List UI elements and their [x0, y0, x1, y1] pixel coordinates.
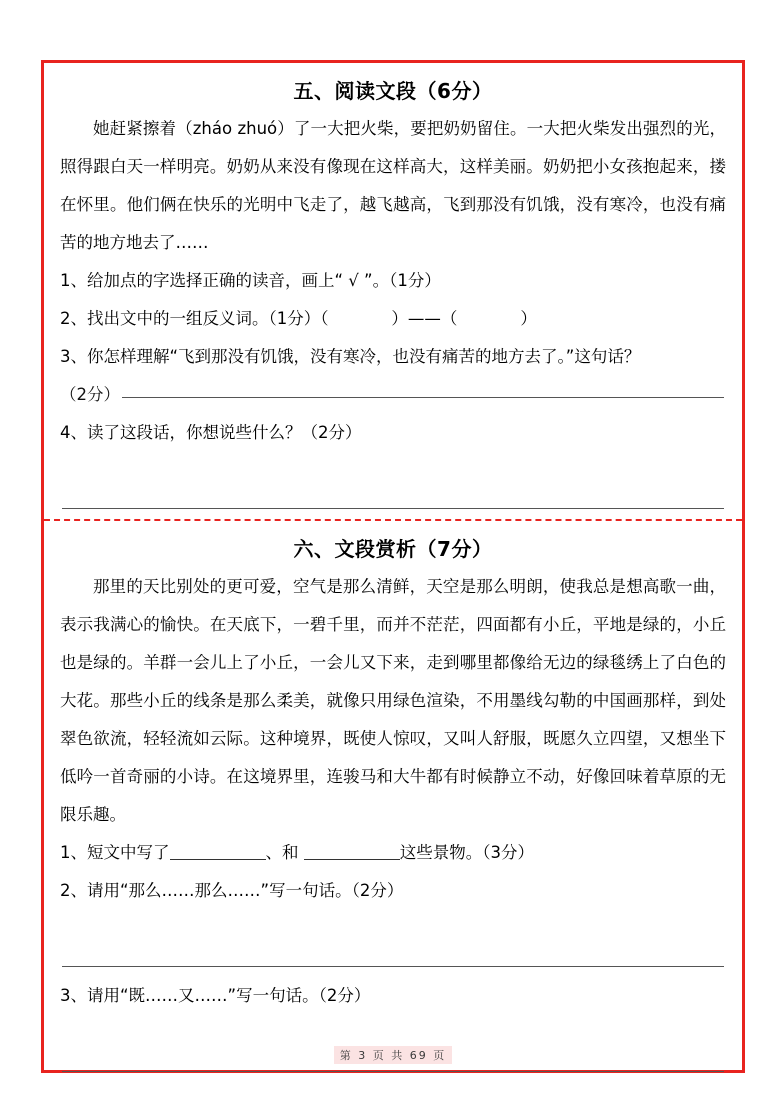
section-five-question-1	[58, 262, 728, 300]
section-five-question-2	[58, 300, 728, 338]
page-footer	[44, 1044, 742, 1064]
page-inner	[44, 63, 742, 1070]
section-six-passage: 那里的天比别处的更可爱，空气是那么清鲜，天空是那么明朗，使我总是想高歌一曲，表示我满心的愉快。在天底下，一碧千里，而并不茫茫，四面都有小丘，平地是绿的，小丘也是绿的。羊群一会儿上了小丘，一会儿又下来，走到哪里都像给无边的绿毯绣上了白色的大花。那些小丘的线条是那么柔美，就像只用绿色渲染，不用墨线勾勒的中国画那样，到处翠色欲流，轻轻流如云际。这种境界，既使人惊叹，又叫人舒服，既愿久立四望，又想坐下低吟一首奇丽的小诗。在这境界里，连骏马和大牛都有时候静立不动，好像回味着草原的无限乐趣。	[60, 577, 726, 824]
q5-3-answer-line[interactable]	[122, 397, 724, 398]
q6-1-text-a: 短文中写了	[87, 843, 170, 862]
section-five-title: 五、阅读文段（6分）	[293, 79, 493, 103]
q5-1-text: 给加点的字选择正确的读音，画上“ √ ”。（1分）	[87, 271, 441, 290]
q5-4-text: 读了这段话，你想说些什么？（2分）	[87, 423, 362, 442]
q6-2-number: 2、	[60, 881, 87, 900]
section-six-question-3	[58, 977, 728, 1015]
section-five-bottom-gap	[58, 509, 728, 519]
q6-3-text: 请用“既……又……”写一句话。（2分）	[87, 986, 371, 1005]
q6-1-blank-2[interactable]	[304, 843, 400, 861]
q5-3-text: 你怎样理解“飞到那没有饥饿，没有寒冷，也没有痛苦的地方去了。”这句话？	[87, 347, 641, 366]
q5-4-number: 4、	[60, 423, 87, 442]
q5-4-gap	[58, 452, 728, 474]
q6-3-number: 3、	[60, 986, 87, 1005]
section-six	[44, 521, 742, 1072]
q6-2-text: 请用“那么……那么……”写一句话。（2分）	[87, 881, 404, 900]
q6-2-bottom-gap	[58, 967, 728, 977]
q5-1-number: 1、	[60, 271, 87, 290]
section-five-question-4	[58, 414, 728, 452]
section-six-question-1	[58, 834, 728, 872]
q6-2-answer-line[interactable]	[62, 932, 724, 967]
page-footer-text: 第 3 页 共 69 页	[334, 1046, 452, 1064]
q6-1-blank-1[interactable]	[170, 843, 266, 861]
q6-3-gap	[58, 1015, 728, 1037]
q6-1-text-b: 、和	[265, 843, 304, 862]
q5-2-number: 2、	[60, 309, 87, 328]
q5-3-marks: （2分）	[60, 385, 120, 404]
q5-4-answer-line[interactable]	[62, 474, 724, 509]
section-six-question-2	[58, 872, 728, 910]
q6-1-number: 1、	[60, 843, 87, 862]
q5-2-text: 找出文中的一组反义词。（1分）（ ）——（ ）	[87, 309, 537, 328]
section-five-question-3	[58, 338, 728, 376]
section-five-passage: 她赶紧擦着（zháo zhuó）了一大把火柴，要把奶奶留住。一大把火柴发出强烈的光，照得跟白天一样明亮。奶奶从来没有像现在这样高大，这样美丽。奶奶把小女孩抱起来，搂在怀里。他们俩在快乐的光明中飞走了，越飞越高，飞到那没有饥饿，没有寒冷，也没有痛苦的地方地去了……	[60, 119, 726, 252]
q6-1-text-c: 这些景物。（3分）	[399, 843, 534, 862]
exam-page	[41, 60, 745, 1073]
section-five-question-3-answer-row	[58, 376, 728, 414]
section-six-title: 六、文段赏析（7分）	[293, 537, 493, 561]
q6-2-gap	[58, 910, 728, 932]
section-five	[44, 63, 742, 519]
q5-3-number: 3、	[60, 347, 87, 366]
